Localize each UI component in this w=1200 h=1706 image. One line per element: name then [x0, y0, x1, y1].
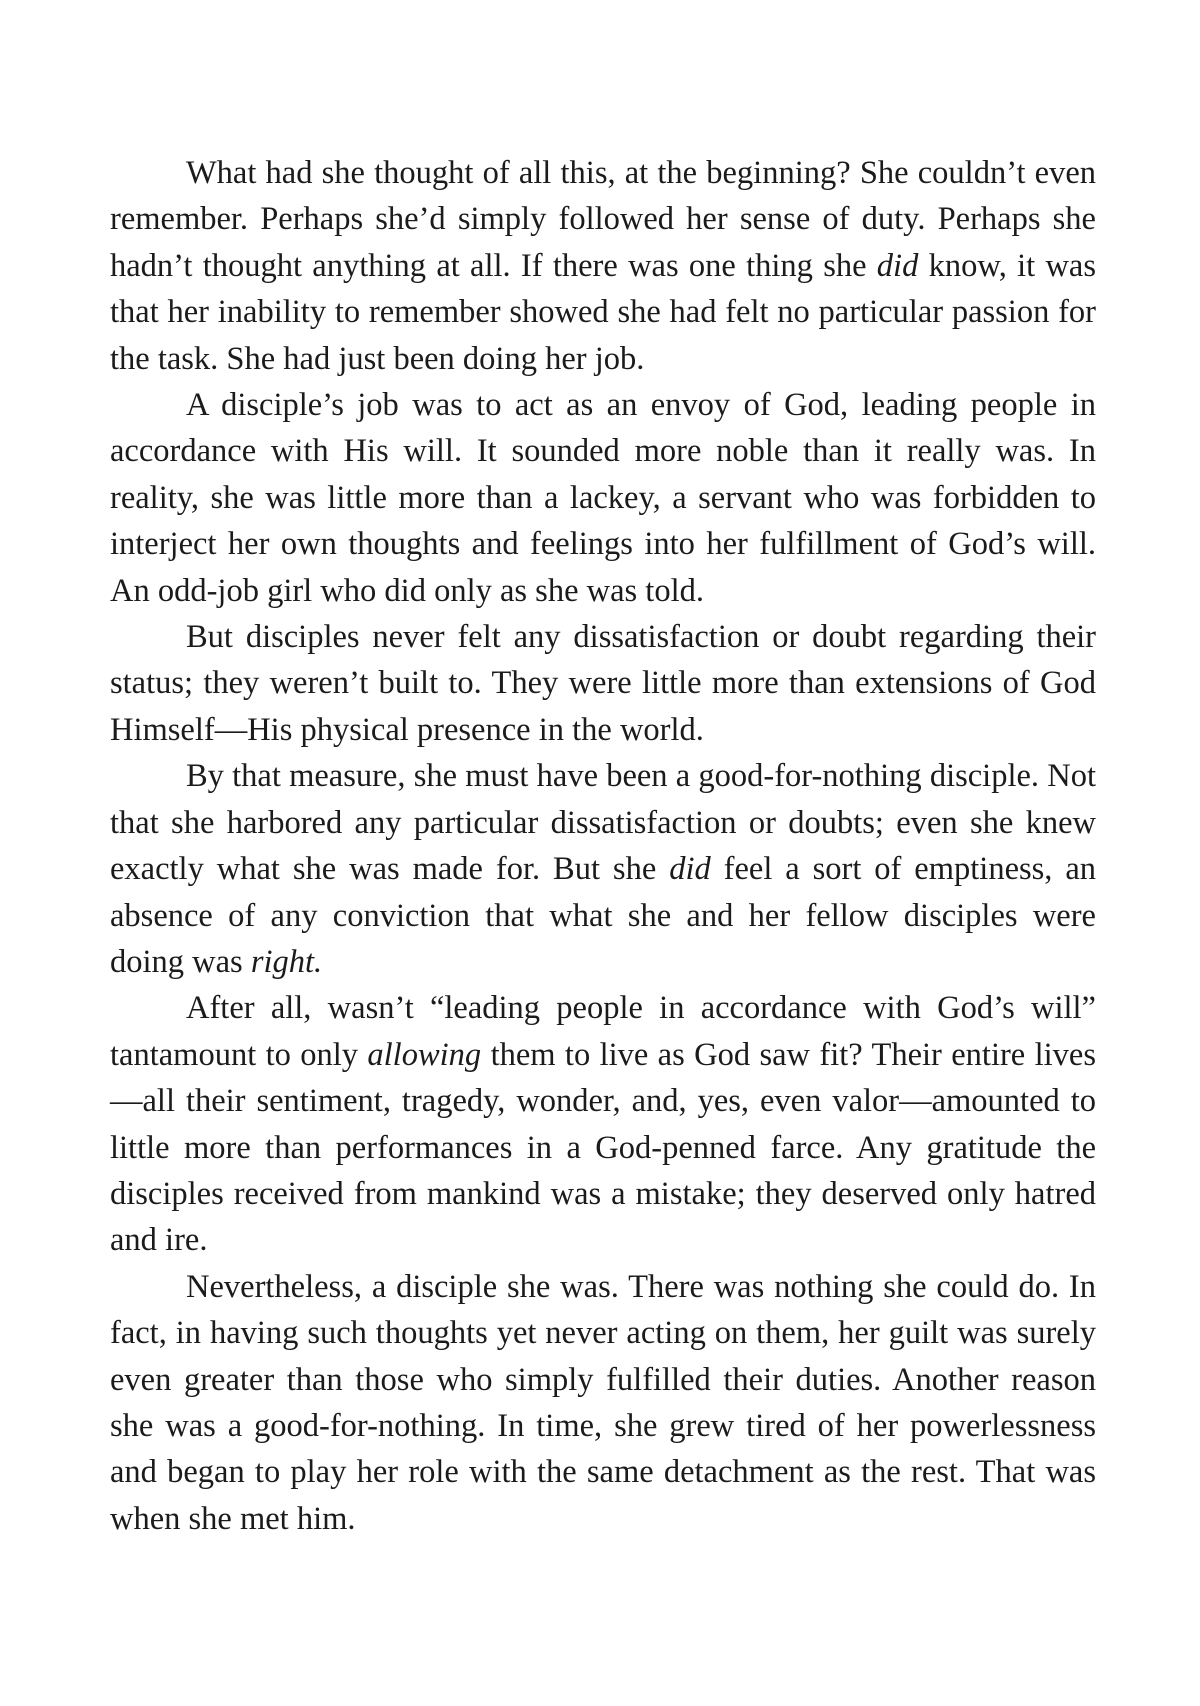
paragraph-4-italic: did [669, 851, 711, 888]
paragraph-2-text: A disciple’s job was to act as an envoy of God, leading people in accordance with His will. It sounded more noble than it really was. In reality, she was little more than a lackey, a servant who was forbidden to interject her own thoughts and feelings into her fulfillment of God’s will. An odd-job girl who did only as she was told. [110, 387, 1096, 609]
paragraph-1-italic: did [876, 247, 919, 284]
paragraph-4-text: By that measure, she must have been a good-for-nothing disciple. Not that she harbored any particular dissatisfaction or doubts; even she knew exactly what she was made for. But she [110, 758, 1096, 888]
paragraph-5 [110, 985, 1096, 1263]
paragraph-2 [110, 382, 1096, 614]
paragraph-3 [110, 614, 1096, 753]
paragraph-1 [110, 150, 1096, 382]
paragraph-4-text: feel a sort of emptiness, an absence of any conviction that what she and her fellow disciples were doing was [110, 851, 1097, 980]
paragraph-5-text: After all, wasn’t “leading people in accordance with God’s will” tantamount to only [110, 990, 1096, 1073]
body-text [110, 150, 1096, 1542]
paragraph-3-text: But disciples never felt any dissatisfaction or doubt regarding their status; they weren’t built to. They were little more than extensions of God Himself—His physical presence in the world. [110, 619, 1096, 748]
paragraph-1-text: know, it was that her inability to remember showed she had felt no particular passion for the task. She had just been doing her job. [110, 247, 1096, 377]
paragraph-6 [110, 1264, 1096, 1542]
paragraph-5-text: them to live as God saw fit? Their entire lives—all their sentiment, tragedy, wonder, and, yes, even valor—amounted to little more than performances in a God-penned farce. Any gratitude the disciples received from mankind was a mistake; they deserved only hatred and ire. [110, 1036, 1096, 1259]
paragraph-5-italic: allowing [367, 1036, 482, 1073]
paragraph-6-text: Nevertheless, a disciple she was. There was nothing she could do. In fact, in having such thoughts yet never acting on them, her guilt was surely even greater than those who simply fulfilled their duties. Another reason she was a good-for-nothing. In time, she grew tired of her powerlessness and began to play her role with the same detachment as the rest. That was when she met him. [110, 1268, 1096, 1537]
paragraph-4 [110, 753, 1096, 985]
paragraph-4-italic: right. [250, 943, 323, 980]
paragraph-1-text: What had she thought of all this, at the beginning? She couldn’t even remember. Perhaps she’d simply followed her sense of duty. Perhaps she hadn’t thought anything at all. If there was one thing she [110, 155, 1096, 284]
